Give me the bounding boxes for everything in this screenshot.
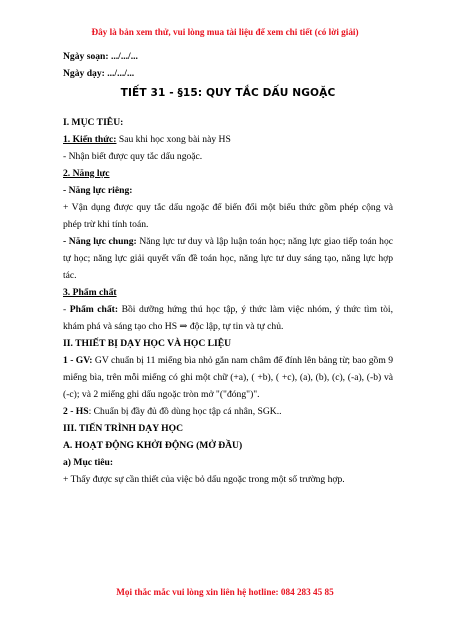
teacher-label: 1 - GV: [63,355,93,366]
teacher-text: GV chuẩn bị 11 miếng bìa nhỏ gắn nam châm để đính lên bảng từ; bao gồm 9 miếng bìa, trên mỗi miếng có ghi một chữ (+a), ( +b), ( +c), (a), (b), (c), (-a), (-b) và (-c); và 2 miếng ghi dấu ngoặc tròn mở "("đóng")". [63,355,393,400]
teacher-prep [63,352,393,403]
knowledge-item: - Nhận biết được quy tắc dấu ngoặc. [63,151,203,162]
activity-heading: A. HOẠT ĐỘNG KHỞI ĐỘNG (MỞ ĐẦU) [63,440,243,451]
hotline-footer-banner: Mọi thắc mắc vui lòng xin liên hệ hotline: 084 283 45 85 [116,587,334,597]
taught-date: Ngày dạy: .../.../... [63,68,135,79]
quality-paragraph [63,301,393,335]
knowledge-label: 1. Kiến thức: [63,134,117,145]
general-ability-label: - Năng lực chung: [63,236,137,247]
quality-inline-label: Phẩm chất: [69,304,119,315]
section-process-heading: III. TIẾN TRÌNH DẠY HỌC [63,423,184,434]
general-ability-text: Năng lực tư duy và lập luận toán học; năng lực giao tiếp toán học tự học; năng lực giải quyết vấn đề toán học, năng lực tư duy sáng tạo, năng lực hợp tác. [63,236,394,281]
general-ability [63,233,393,284]
lesson-title: TIẾT 31 - §15: QUY TẮC DẤU NGOẶC [120,87,336,99]
student-label: 2 - HS [63,406,89,417]
specific-ability-label: - Năng lực riêng: [63,185,133,196]
knowledge-text: Sau khi học xong bài này HS [116,134,231,145]
objective-label: a) Mục tiêu: [63,457,114,468]
prepared-date: Ngày soạn: .../.../... [63,51,138,62]
student-text: : Chuẩn bị đầy đủ đồ dùng học tập cá nhân, SGK.. [88,406,282,417]
quality-label: 3. Phẩm chất [63,287,117,298]
section-objectives-heading: I. MỤC TIÊU: [63,117,124,128]
lesson-plan-body [63,48,393,488]
ability-label: 2. Năng lực [63,168,110,179]
student-prep [63,403,393,420]
section-equipment-heading: II. THIẾT BỊ DẠY HỌC VÀ HỌC LIỆU [63,338,232,349]
quality-text: Bồi dưỡng hứng thú học tập, ý thức làm việc nhóm, ý thức tìm tòi, khám phá và sáng tạo cho HS ⇒ độc lập, tự tin và tự chủ. [63,304,393,332]
quality-prefix: - [63,304,70,315]
objective-text: + Thấy được sự cần thiết của việc bỏ dấu ngoặc trong một số trường hợp. [63,474,345,485]
specific-ability-text: + Vận dụng được quy tắc dấu ngoặc để biến đổi một biểu thức gồm phép cộng và phép trừ khi tính toán. [63,202,393,230]
knowledge-line [63,131,393,148]
preview-notice-banner: Đây là bản xem thử, vui lòng mua tài liệu để xem chi tiết (có lời giải) [91,27,359,37]
